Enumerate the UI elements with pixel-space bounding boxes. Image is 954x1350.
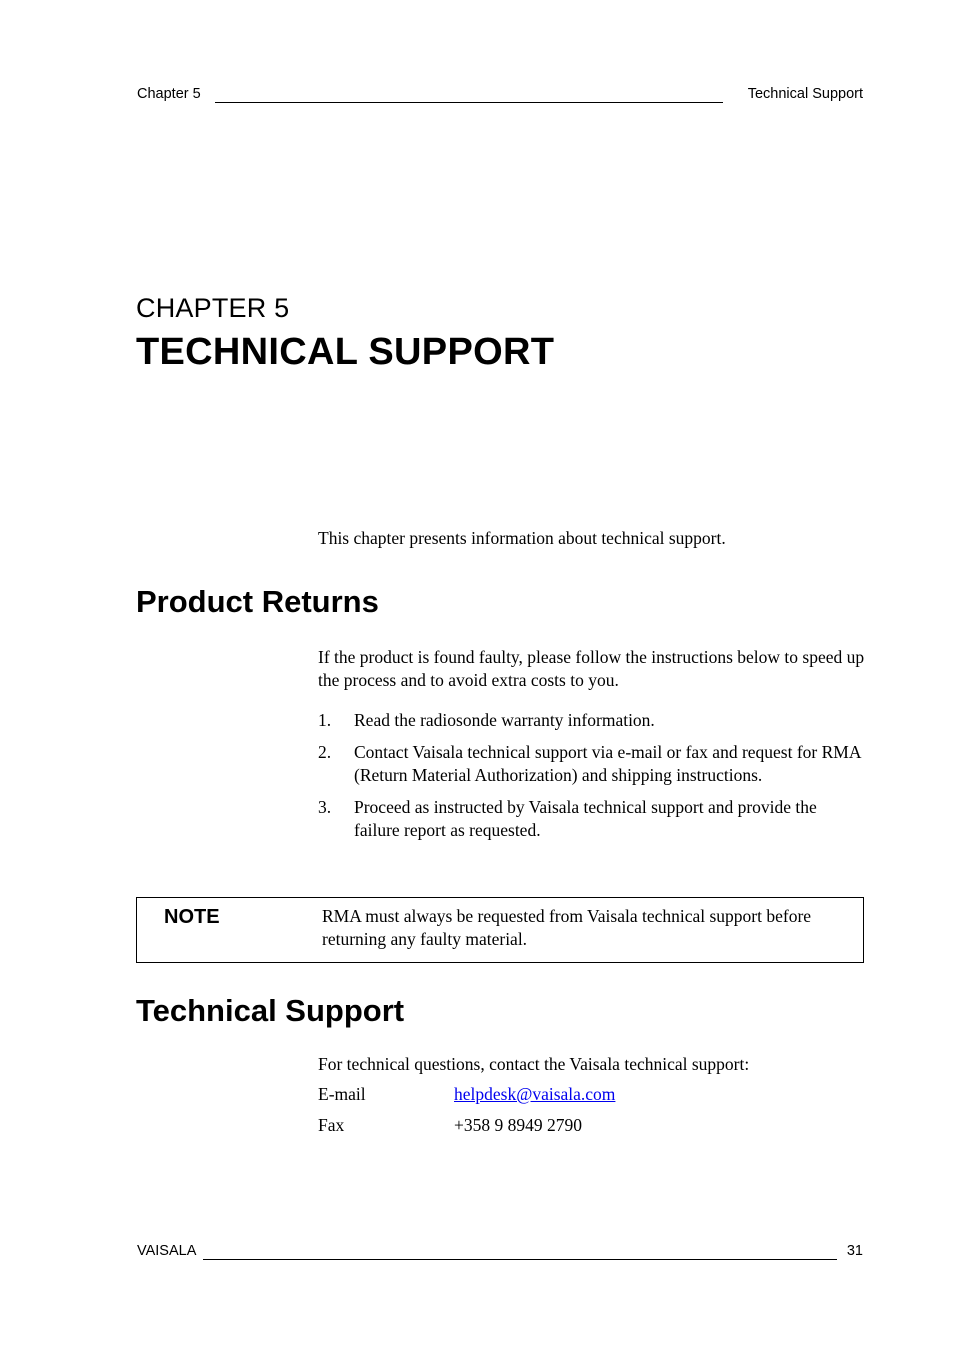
fax-label: Fax: [318, 1115, 345, 1135]
step-number: 2.: [318, 742, 332, 762]
email-link[interactable]: helpdesk@vaisala.com: [454, 1084, 616, 1104]
header-chapter: Chapter 5: [137, 86, 207, 102]
footer-company: VAISALA: [137, 1243, 197, 1259]
header-rule: [215, 102, 723, 103]
page-number: 31: [839, 1243, 863, 1259]
list-item: [318, 709, 866, 732]
step-text: Read the radiosonde warranty information.: [354, 710, 655, 730]
note-text: RMA must always be requested from Vaisala technical support before returning any faulty material.: [322, 906, 812, 949]
steps-list: [318, 709, 866, 851]
fax-number: +358 9 8949 2790: [454, 1115, 582, 1135]
section-heading-technical-support: Technical Support: [136, 993, 405, 1028]
note-label: NOTE: [164, 906, 220, 928]
email-label: E-mail: [318, 1084, 366, 1104]
intro-paragraph: This chapter presents information about technical support.: [318, 528, 726, 548]
technical-support-paragraph: For technical questions, contact the Vaisala technical support:: [318, 1054, 750, 1074]
note-box: [136, 897, 864, 963]
section-heading-product-returns: Product Returns: [136, 584, 379, 619]
list-item: [318, 741, 866, 787]
step-number: 3.: [318, 797, 332, 817]
running-footer: [137, 1243, 863, 1263]
footer-rule: [203, 1259, 837, 1260]
step-text: Contact Vaisala technical support via e-mail or fax and request for RMA (Return Material Authorization) and shipping instructions.: [354, 742, 861, 785]
step-text: Proceed as instructed by Vaisala technical support and provide the failure report as requested.: [354, 797, 817, 840]
chapter-title: TECHNICAL SUPPORT: [136, 331, 555, 373]
step-number: 1.: [318, 710, 332, 730]
product-returns-paragraph: If the product is found faulty, please follow the instructions below to speed up the process and to avoid extra costs to you.: [318, 647, 865, 690]
header-section: Technical Support: [738, 86, 863, 102]
chapter-label: CHAPTER 5: [136, 293, 290, 323]
running-header: [137, 86, 863, 106]
list-item: [318, 796, 866, 842]
